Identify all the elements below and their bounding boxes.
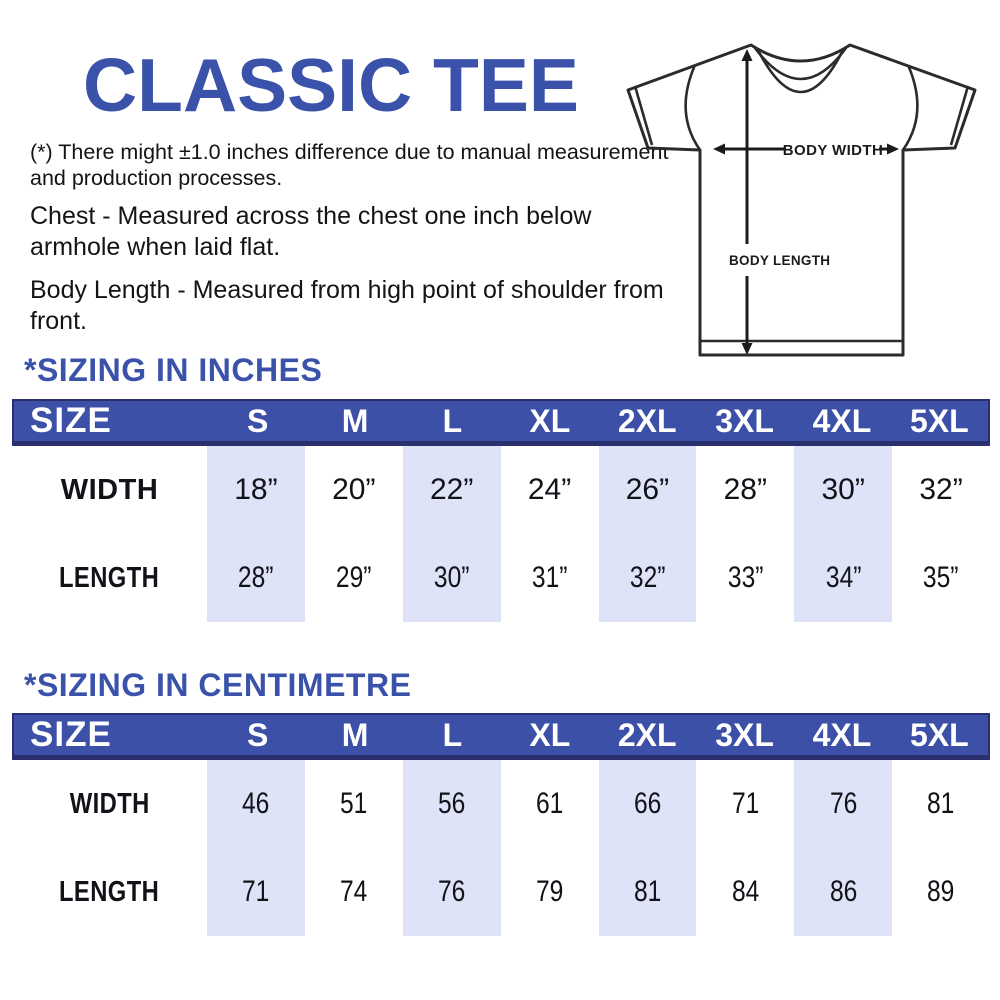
column-header-m: M bbox=[341, 716, 369, 753]
column-header-2xl: 2XL bbox=[617, 402, 677, 439]
body-length-measure-note: Body Length - Measured from high point of shoulder from front. bbox=[30, 276, 664, 335]
inches-length-row bbox=[12, 534, 990, 622]
table-cell: 81 bbox=[927, 787, 955, 820]
page-title: CLASSIC TEE bbox=[83, 43, 579, 127]
table-cell: 71 bbox=[731, 787, 759, 820]
column-header-4xl: 4XL bbox=[812, 716, 872, 753]
row-label-width: WIDTH bbox=[69, 787, 150, 820]
table-cell: 79 bbox=[535, 875, 564, 908]
table-cell: 71 bbox=[207, 848, 305, 936]
size-column-header: SIZE bbox=[30, 401, 112, 440]
column-header-s: S bbox=[247, 716, 269, 753]
measurement-disclaimer: (*) There might ±1.0 inches difference due to manual measurement and production processes. bbox=[30, 140, 669, 191]
cm-width-row bbox=[12, 760, 990, 848]
table-cell: 20” bbox=[332, 473, 376, 506]
row-label-length: LENGTH bbox=[59, 875, 160, 908]
table-cell: 76 bbox=[403, 848, 501, 936]
table-cell: 24” bbox=[527, 473, 572, 506]
column-header-5xl: 5XL bbox=[909, 402, 969, 439]
column-header-2xl: 2XL bbox=[617, 716, 677, 753]
table-cell: 84 bbox=[731, 875, 759, 908]
tshirt-measurement-diagram bbox=[618, 28, 995, 368]
inches-section-heading: *SIZING IN INCHES bbox=[24, 352, 323, 388]
column-header-s: S bbox=[247, 402, 269, 439]
table-cell: 29” bbox=[336, 561, 372, 594]
table-cell: 74 bbox=[340, 875, 368, 908]
column-header-l: L bbox=[442, 402, 463, 439]
inches-size-table bbox=[12, 399, 990, 622]
table-cell: 33” bbox=[727, 561, 764, 594]
row-label-length: LENGTH bbox=[59, 561, 160, 594]
inches-width-row bbox=[12, 446, 990, 534]
centimetre-size-table bbox=[12, 713, 990, 936]
column-header-4xl: 4XL bbox=[812, 402, 872, 439]
table-cell: 61 bbox=[535, 787, 564, 820]
column-header-xl: XL bbox=[529, 716, 571, 753]
column-header-m: M bbox=[341, 402, 369, 439]
column-header-3xl: 3XL bbox=[715, 402, 774, 439]
column-header-l: L bbox=[442, 716, 463, 753]
cm-table-header-row bbox=[12, 713, 990, 760]
table-cell: 66 bbox=[599, 760, 697, 848]
table-cell: 86 bbox=[794, 848, 892, 936]
column-header-3xl: 3XL bbox=[715, 716, 774, 753]
table-cell: 46 bbox=[207, 760, 305, 848]
table-cell: 81 bbox=[599, 848, 697, 936]
body-length-label: BODY LENGTH bbox=[729, 253, 831, 268]
row-label-width: WIDTH bbox=[60, 473, 159, 506]
table-cell: 31” bbox=[531, 561, 568, 594]
table-cell: 32” bbox=[919, 473, 963, 506]
body-width-label: BODY WIDTH bbox=[782, 142, 884, 159]
size-column-header: SIZE bbox=[30, 715, 112, 754]
table-cell: 30” bbox=[403, 534, 501, 622]
table-cell: 22” bbox=[403, 446, 501, 534]
table-cell: 28” bbox=[723, 473, 767, 506]
cm-length-row bbox=[12, 848, 990, 936]
table-cell: 28” bbox=[207, 534, 305, 622]
table-cell: 56 bbox=[403, 760, 501, 848]
chest-measure-note: Chest - Measured across the chest one inch below armhole when laid flat. bbox=[30, 202, 592, 261]
table-cell: 26” bbox=[599, 446, 697, 534]
table-cell: 32” bbox=[599, 534, 697, 622]
column-header-5xl: 5XL bbox=[909, 716, 969, 753]
inches-table-header-row bbox=[12, 399, 990, 446]
table-cell: 30” bbox=[794, 446, 892, 534]
table-cell: 34” bbox=[794, 534, 892, 622]
table-cell: 35” bbox=[923, 561, 959, 594]
column-header-xl: XL bbox=[529, 402, 571, 439]
table-cell: 76 bbox=[794, 760, 892, 848]
table-cell: 51 bbox=[340, 787, 368, 820]
centimetre-section-heading: *SIZING IN CENTIMETRE bbox=[24, 667, 412, 703]
table-cell: 18” bbox=[207, 446, 305, 534]
table-cell: 89 bbox=[927, 875, 955, 908]
